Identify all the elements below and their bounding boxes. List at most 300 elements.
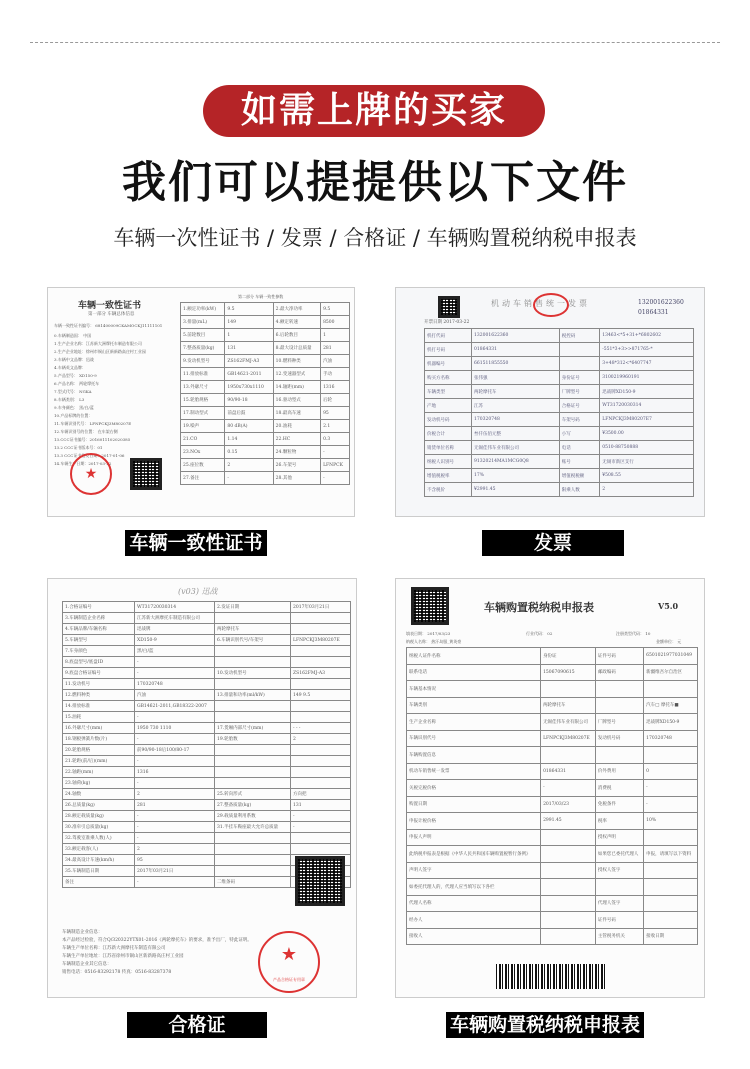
table-cell: ¥508.55 (600, 469, 694, 483)
table-cell: 车辆类别 (407, 697, 541, 714)
certificate-footer (62, 929, 252, 977)
table-cell: 170320748 (472, 413, 560, 427)
coc-subtitle: 第一部分 车辆总体信息 (88, 312, 135, 317)
table-row (63, 635, 351, 646)
table-row (63, 734, 351, 745)
certificate-table (62, 601, 351, 888)
top-divider (30, 42, 720, 43)
table-cell: 0.15 (225, 446, 273, 459)
invoice-table (424, 328, 694, 497)
table-cell: ¥2991.45 (472, 483, 560, 497)
table-row (63, 756, 351, 767)
table-cell: 申报计税价格 (407, 813, 541, 830)
table-cell: 代理人名称 (407, 895, 541, 912)
table-cell: 邮政编码 (595, 664, 643, 681)
table-cell: - (135, 734, 215, 745)
table-cell (291, 712, 351, 723)
table-cell: 1950 730 1110 (135, 723, 215, 734)
table-cell: 23.NOx (181, 446, 225, 459)
table-cell: 迅战牌XD150-9 (644, 714, 698, 731)
table-row (63, 822, 351, 833)
table-cell: 发动机号码 (595, 730, 643, 747)
table-cell: 购置日期 (407, 796, 541, 813)
table-row (181, 394, 350, 407)
table-cell: 2.1 (321, 420, 350, 433)
table-cell: 黑/白/蓝 (135, 646, 215, 657)
table-row (425, 441, 694, 455)
table-row (63, 679, 351, 690)
table-cell: 销货单位名称 (425, 441, 472, 455)
table-cell: 24.轴数 (63, 789, 135, 800)
table-cell: 9.发动机型号 (181, 355, 225, 368)
table-cell (291, 745, 351, 756)
table-row (181, 472, 350, 485)
table-row (181, 355, 350, 368)
table-cell: WT31720030314 (600, 399, 694, 413)
table-cell: LFNPCKJ3M80207E (291, 635, 351, 646)
table-cell: 无锡市新区支行 (600, 455, 694, 469)
table-cell: 两轮摩托车 (541, 697, 596, 714)
table-cell: 19.噪声 (181, 420, 225, 433)
table-cell: ¥3500.00 (600, 427, 694, 441)
text-line: 销售电话：0516-83292178 传真：0516-83287378 (62, 970, 172, 975)
table-cell (215, 866, 291, 877)
table-cell: 车架号码 (559, 413, 599, 427)
table-cell: 此纳税申报表是根据《中华人民共和国车辆购置税暂行条例》 (407, 846, 541, 863)
table-cell: 6.车辆识别代号/车架号 (215, 635, 291, 646)
table-cell (215, 855, 291, 866)
table-cell: 11.排放标准 (181, 368, 225, 381)
table-row (63, 712, 351, 723)
table-cell: 16.外廓尺寸(mm) (63, 723, 135, 734)
coc-table-title: 第二部分 车辆一致性参数 (238, 294, 284, 299)
text-line: 13.CCC证书编号：2016011102020385 (54, 437, 131, 442)
table-cell: 机打代码 (425, 329, 472, 343)
table-cell: 5.前轮数目 (181, 329, 225, 342)
coc-number: 车辆一致性证书编号： 681400009CKAMOCKJ11111101 (54, 323, 163, 328)
table-cell: 9.5 (321, 303, 350, 316)
table-cell: 0.3 (321, 433, 350, 446)
table-cell: 4.车辆品牌/车辆名称 (63, 624, 135, 635)
table-cell: 小写 (559, 427, 599, 441)
table-cell: 32.驾驶室准乘人数(人) (63, 833, 135, 844)
text-line: 9.车身颜色： 黑/白/蓝 (54, 405, 94, 410)
table-cell (541, 747, 596, 764)
table-cell: 2 (225, 459, 273, 472)
table-cell: 税率 (595, 813, 643, 830)
table-row (407, 730, 698, 747)
table-cell: 汽油 (135, 690, 215, 701)
table-cell: 131 (225, 342, 273, 355)
table-cell: 4.额定转速 (273, 316, 320, 329)
text-line: 车辆制造企业其它信息： (62, 962, 112, 967)
table-cell: 35.车辆制造日期 (63, 866, 135, 877)
table-cell: 15.轮胎规格 (181, 394, 225, 407)
table-cell (291, 701, 351, 712)
table-cell: - (135, 811, 215, 822)
table-cell: 26.车架号 (273, 459, 320, 472)
table-cell: 如果您已委托代理人 (595, 846, 643, 863)
table-cell: 18.钢板弹簧片数(片) (63, 734, 135, 745)
table-cell: - (541, 780, 596, 797)
table-cell: 消费税 (595, 780, 643, 797)
table-cell (559, 343, 599, 357)
table-cell (215, 756, 291, 767)
table-cell (215, 778, 291, 789)
table-cell: 15067090615 (541, 664, 596, 681)
table-cell: 纳税人识别号 (425, 455, 472, 469)
table-cell: LFNPCKJ3M80207E7 (600, 413, 694, 427)
table-cell: 1.额定功率(kW) (181, 303, 225, 316)
table-row (407, 780, 698, 797)
table-cell: 281 (321, 342, 350, 355)
table-cell: 01864331 (472, 343, 560, 357)
text-line: 5.产品型号： XD150-9 (54, 373, 97, 378)
table-cell: 13463<*5+31+*6802602 (600, 329, 694, 343)
table-cell: - (135, 657, 215, 668)
table-cell: - (644, 796, 698, 813)
table-row (63, 723, 351, 734)
label-quality-certificate: 合格证 (127, 1012, 267, 1038)
table-cell (541, 681, 596, 698)
certificate-seal: ★ 产品合格证专用章 (258, 931, 320, 993)
table-cell (595, 747, 643, 764)
table-cell (644, 681, 698, 698)
table-cell: 2.最大净功率 (273, 303, 320, 316)
text-line: 本产品经过检验，符合Q/320322YTX01-2016《两轮摩托车》的要求，准予出厂，特此证明。 (62, 938, 252, 943)
table-cell: 1316 (135, 767, 215, 778)
seal-text: 产品合格证专用章 (273, 977, 305, 982)
table-cell: 7.整备质量(kg) (181, 342, 225, 355)
text-line: 6.产品名称： 两轮摩托车 (54, 381, 100, 386)
table-cell (215, 613, 291, 624)
table-cell (215, 745, 291, 756)
table-cell: 2017年03月21日 (135, 866, 215, 877)
text-line: 车辆生产单位地址：江苏省徐州市铜山区新新路高庄村工业园 (62, 954, 184, 959)
tax-seal (533, 293, 569, 317)
table-cell (291, 767, 351, 778)
table-cell: 主管税务机关 (595, 928, 643, 945)
purchase-tax-form-image (395, 578, 705, 998)
table-cell: 0510-88750888 (600, 441, 694, 455)
text-line: 3.车辆中文品牌：迅战 (54, 357, 94, 362)
table-cell: - (135, 833, 215, 844)
table-row (425, 343, 694, 357)
table-cell: 170320748 (135, 679, 215, 690)
table-cell: 31.半挂车鞍座最大允许总质量 (215, 822, 291, 833)
document-list-subtitle: 车辆一次性证书 / 发票 / 合格证 / 车辆购置税纳税申报表 (113, 226, 637, 250)
table-row (407, 879, 698, 896)
text-line: 车辆生产单位名称：江苏新大洲摩托车制造有限公司 (62, 946, 166, 951)
table-cell: 2 (135, 789, 215, 800)
table-cell: 备注 (63, 877, 135, 888)
table-cell (291, 657, 351, 668)
registration-type-code: 注册类型代码： 10 (616, 631, 651, 636)
table-cell: - (135, 756, 215, 767)
table-cell: 80 dB(A) (225, 420, 273, 433)
table-row (407, 714, 698, 731)
table-cell: 132001622360 (472, 329, 560, 343)
table-cell: - (135, 822, 215, 833)
table-cell: 授权人签字 (595, 862, 643, 879)
barcode (496, 964, 606, 989)
2d-barcode (295, 856, 345, 906)
table-cell: 3.车辆制造企业名称 (63, 613, 135, 624)
table-cell: 27.备注 (181, 472, 225, 485)
table-row (425, 483, 694, 497)
table-cell: 90/90-18 (225, 394, 273, 407)
table-cell: 车辆识别代号 (407, 730, 541, 747)
table-row (181, 342, 350, 355)
table-cell: 131 (291, 800, 351, 811)
red-seal: ★ (70, 453, 112, 495)
table-cell: - (225, 472, 273, 485)
tax-form-title: 车辆购置税纳税申报表 (484, 601, 594, 614)
table-row (425, 371, 694, 385)
table-cell: - (135, 668, 215, 679)
table-cell: 7.车身颜色 (63, 646, 135, 657)
table-cell: 购买方名称 (425, 371, 472, 385)
table-cell: 机器编号 (425, 357, 472, 371)
table-row (407, 813, 698, 830)
table-cell: 281 (135, 800, 215, 811)
table-row (63, 668, 351, 679)
table-cell (215, 767, 291, 778)
table-cell: 生产企业名称 (407, 714, 541, 731)
headline: 我们可以提提供以下文件 (122, 157, 628, 208)
table-cell: 661511855550 (472, 357, 560, 371)
table-cell: 车辆类型 (425, 385, 472, 399)
text-line: 2.生产企业地址：徐州市铜山区新新路高庄村工业园 (54, 349, 146, 354)
table-row (181, 368, 350, 381)
table-cell: - (321, 472, 350, 485)
table-row (425, 357, 694, 371)
table-cell: 申报，请填写以下资料 (644, 846, 698, 863)
table-cell: ZS162FMJ-A3 (225, 355, 273, 368)
table-cell: - - - (291, 723, 351, 734)
table-cell (291, 833, 351, 844)
table-cell: 9.底盘合格证编号 (63, 668, 135, 679)
table-cell: 2 (291, 734, 351, 745)
table-cell (541, 879, 596, 896)
table-cell: 3100219960191 (600, 371, 694, 385)
table-cell: 增值税税率 (425, 469, 472, 483)
table-cell: 方向把 (291, 789, 351, 800)
table-row (181, 420, 350, 433)
table-row (425, 385, 694, 399)
table-row (63, 657, 351, 668)
table-cell: 证件号码 (595, 648, 643, 665)
table-cell: 5.车辆型号 (63, 635, 135, 646)
table-cell (595, 697, 643, 714)
table-cell: 税控码 (559, 329, 599, 343)
table-cell (541, 912, 596, 929)
table-cell (291, 646, 351, 657)
table-row (63, 602, 351, 613)
table-cell: 2017/03/23 (541, 796, 596, 813)
table-cell: 限乘人数 (559, 483, 599, 497)
table-row (407, 648, 698, 665)
label-purchase-tax-form: 车辆购置税纳税申报表 (446, 1012, 644, 1038)
table-cell: - (644, 780, 698, 797)
table-cell: 无锡佳伟车业有限公司 (541, 714, 596, 731)
coc-parameter-table (180, 302, 350, 485)
table-row (63, 800, 351, 811)
table-cell: 23.轴荷(kg) (63, 778, 135, 789)
table-cell: 前90/90-18后100/80-17 (135, 745, 215, 756)
table-row (181, 316, 350, 329)
table-cell: 28.其他 (273, 472, 320, 485)
text-line: 车辆制造企业信息： (62, 930, 103, 935)
table-cell: 汽车□ 摩托车■ (644, 697, 698, 714)
table-cell: 声明人签字 (407, 862, 541, 879)
table-cell (541, 846, 596, 863)
table-cell: 1 (321, 329, 350, 342)
table-cell: -551*3+3>>871765-* (600, 343, 694, 357)
table-cell (644, 912, 698, 929)
table-cell: 免税条件 (595, 796, 643, 813)
invoice-title: 机动车销售统一发票 (491, 299, 590, 308)
invoice-image (395, 287, 705, 517)
table-cell: 纳税人证件名称 (407, 648, 541, 665)
text-line: 12.车辆识别号的位置： 在车架右侧 (54, 429, 118, 434)
table-row (407, 796, 698, 813)
table-row (407, 763, 698, 780)
table-cell (215, 844, 291, 855)
table-row (63, 624, 351, 635)
coc-title: 车辆一致性证书 (78, 301, 142, 311)
table-cell: GB14621-2011,GB18322-2007 (135, 701, 215, 712)
text-line: 10.产品标牌的位置： (54, 413, 93, 418)
table-cell: 17.制动型式 (181, 407, 225, 420)
text-line: 1.生产企业名称：江苏新大洲摩托车制造有限公司 (54, 341, 142, 346)
table-cell (559, 357, 599, 371)
text-line: 13.3 CCC证书签发日期：2017-01-06 (54, 453, 125, 458)
table-cell: 发动机号码 (425, 413, 472, 427)
table-cell: 经办人 (407, 912, 541, 929)
table-row (407, 697, 698, 714)
taxpayer-name: 纳税人名称： 热汗岛服_黄英豪 (406, 639, 462, 644)
table-cell: 车辆购置信息 (407, 747, 541, 764)
table-cell: 25.座位数 (181, 459, 225, 472)
table-cell: 8500 (321, 316, 350, 329)
table-cell: 13.排量和功率(ml/kW) (215, 690, 291, 701)
table-cell: 0 (644, 763, 698, 780)
table-cell: GB14621-2011 (225, 368, 273, 381)
table-cell: 价税合计 (425, 427, 472, 441)
table-cell: 12.变速器型式 (273, 368, 320, 381)
table-cell: 机动车销售统一发票 (407, 763, 541, 780)
table-cell: 22.HC (273, 433, 320, 446)
table-cell: 2 (600, 483, 694, 497)
table-row (63, 613, 351, 624)
table-cell: 机打号码 (425, 343, 472, 357)
table-cell: 如委托代理人的，代理人应当填写以下各栏 (407, 879, 541, 896)
table-row (407, 747, 698, 764)
label-invoice: 发票 (482, 530, 624, 556)
table-row (407, 664, 698, 681)
table-cell: 11.发动机号 (63, 679, 135, 690)
table-cell: 10.燃料种类 (273, 355, 320, 368)
table-cell: 身份证 (541, 648, 596, 665)
table-row (181, 329, 350, 342)
table-row (425, 399, 694, 413)
table-cell (215, 833, 291, 844)
table-cell: 10% (644, 813, 698, 830)
table-cell: 16.驱动型式 (273, 394, 320, 407)
table-cell: 20.油耗 (273, 420, 320, 433)
table-cell: 增值税税额 (559, 469, 599, 483)
quality-certificate-image (47, 578, 357, 998)
table-cell: 21.CO (181, 433, 225, 446)
table-row (407, 895, 698, 912)
table-cell: 10.发动机型号 (215, 668, 291, 679)
table-cell: 20.轮胎规格 (63, 745, 135, 756)
table-cell (291, 613, 351, 624)
table-cell: 不含税价 (425, 483, 472, 497)
table-cell: 91320214MA1MCG0Q8 (472, 455, 560, 469)
table-cell: 15.油耗 (63, 712, 135, 723)
table-cell: 14.排放标准 (63, 701, 135, 712)
table-cell: 接收人 (407, 928, 541, 945)
table-cell: 30.准牵引总质量(kg) (63, 822, 135, 833)
table-cell: - (135, 778, 215, 789)
table-cell: 授权声明 (595, 829, 643, 846)
table-cell: 1 (225, 329, 273, 342)
table-row (181, 407, 350, 420)
table-row (181, 381, 350, 394)
table-cell: 01864331 (541, 763, 596, 780)
table-cell: 22.轴距(mm) (63, 767, 135, 778)
table-row (425, 329, 694, 343)
table-cell: 车辆基本情况 (407, 681, 541, 698)
table-cell (595, 681, 643, 698)
table-cell (644, 747, 698, 764)
amount-unit: 金额单位： 元 (656, 639, 682, 644)
table-cell: - (321, 446, 350, 459)
table-cell: 18.最高车速 (273, 407, 320, 420)
table-cell: ZS162FMJ-A3 (291, 668, 351, 679)
table-cell: 1950x730x1110 (225, 381, 273, 394)
table-cell (644, 895, 698, 912)
table-cell: 28.额定载质量(kg) (63, 811, 135, 822)
table-cell: 厂牌型号 (559, 385, 599, 399)
table-cell: 张伟强 (472, 371, 560, 385)
table-cell: 两轮摩托车 (472, 385, 560, 399)
table-row (407, 862, 698, 879)
table-cell: 2017年03月21日 (291, 602, 351, 613)
text-line: 13.2 CCC证书版本号：01 (54, 445, 103, 450)
table-cell: 产地 (425, 399, 472, 413)
table-cell (291, 624, 351, 635)
table-cell (291, 778, 351, 789)
table-cell (644, 862, 698, 879)
table-cell: 账号 (559, 455, 599, 469)
table-cell: 2991.45 (541, 813, 596, 830)
table-cell: 接收日期 (644, 928, 698, 945)
table-cell: 无锡佳伟车业有限公司 (472, 441, 560, 455)
table-cell: 二维条码 (215, 877, 291, 888)
table-cell: 26.总质量(kg) (63, 800, 135, 811)
table-cell: 证件号码 (595, 912, 643, 929)
table-row (407, 681, 698, 698)
table-cell (541, 829, 596, 846)
text-line: 7.型式代号： NGKA (54, 389, 92, 394)
table-row (181, 303, 350, 316)
table-cell: 13.外廓尺寸 (181, 381, 225, 394)
tax-form-version: V5.0 (658, 601, 679, 611)
table-cell: 95 (321, 407, 350, 420)
